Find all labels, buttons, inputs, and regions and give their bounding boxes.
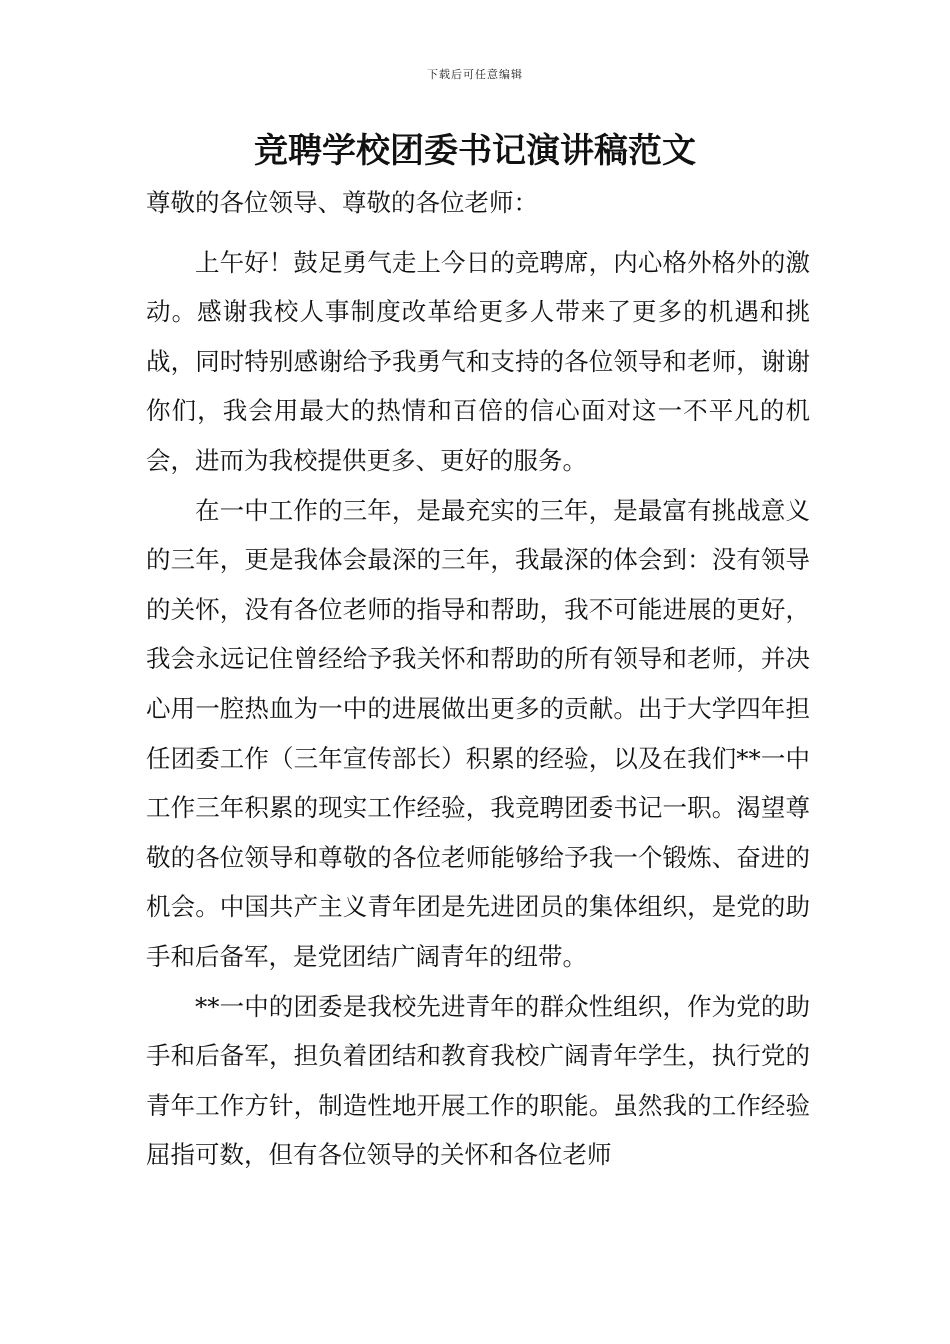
salutation: 尊敬的各位领导、尊敬的各位老师： <box>146 188 538 217</box>
document-body <box>146 178 810 1180</box>
paragraph-1: 上午好！鼓足勇气走上今日的竞聘席，内心格外格外的激动。感谢我校人事制度改革给更多人带来了更多的机遇和挑战，同时特别感谢给予我勇气和支持的各位领导和老师，谢谢你们，我会用最大的热情和百倍的信心面对这一不平凡的机会，进而为我校提供更多、更好的服务。 <box>146 247 810 475</box>
paragraph-2: 在一中工作的三年，是最充实的三年，是最富有挑战意义的三年，更是我体会最深的三年，我最深的体会到：没有领导的关怀，没有各位老师的指导和帮助，我不可能进展的更好，我会永远记住曾经给予我关怀和帮助的所有领导和老师，并决心用一腔热血为一中的进展做出更多的贡献。出于大学四年担任团委工作（三年宣传部长）积累的经验，以及在我们**一中工作三年积累的现实工作经验，我竞聘团委书记一职。渴望尊敬的各位领导和尊敬的各位老师能够给予我一个锻炼、奋进的机会。中国共产主义青年团是先进团员的集体组织，是党的助手和后备军，是党团结广阔青年的纽带。 <box>146 495 810 971</box>
header-note: 下载后可任意编辑 <box>427 68 523 81</box>
paragraph-3: **一中的团委是我校先进青年的群众性组织，作为党的助手和后备军，担负着团结和教育我校广阔青年学生，执行党的青年工作方针，制造性地开展工作的职能。虽然我的工作经验屈指可数，但有各位领导的关怀和各位老师 <box>146 991 810 1170</box>
document-title: 竞聘学校团委书记演讲稿范文 <box>254 131 696 171</box>
